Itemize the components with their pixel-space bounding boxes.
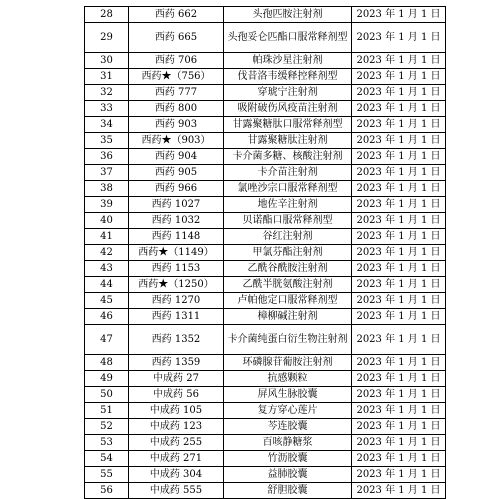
row-number-cell: 37 [85, 165, 129, 181]
table-row [85, 403, 446, 419]
effective-date-cell: 2023 年 1 月 1 日 [352, 245, 446, 261]
drug-name-cell: 卡介菌纯蛋白衍生物注射剂 [224, 325, 352, 355]
drug-name-cell: 竹沥胶囊 [224, 451, 352, 467]
drug-name-cell: 甲氯芬酯注射剂 [224, 245, 352, 261]
drug-name-cell: 抗感颗粒 [224, 371, 352, 387]
drug-code-cell: 西药 905 [129, 165, 224, 181]
drug-name-cell: 吸附破伤风疫苗注射剂 [224, 101, 352, 117]
drug-name-cell: 乙酰谷酰胺注射剂 [224, 261, 352, 277]
effective-date-cell: 2023 年 1 月 1 日 [352, 23, 446, 53]
row-number-cell: 28 [85, 7, 129, 23]
row-number-cell: 29 [85, 23, 129, 53]
row-number-cell: 55 [85, 467, 129, 483]
row-number-cell: 41 [85, 229, 129, 245]
drug-code-cell: 中成药 304 [129, 467, 224, 483]
drug-name-cell: 樟柳碱注射剂 [224, 309, 352, 325]
drug-list-table [84, 6, 446, 499]
drug-code-cell: 西药 1153 [129, 261, 224, 277]
effective-date-cell: 2023 年 1 月 1 日 [352, 309, 446, 325]
table-row [85, 309, 446, 325]
drug-code-cell: 西药 1270 [129, 293, 224, 309]
effective-date-cell: 2023 年 1 月 1 日 [352, 419, 446, 435]
effective-date-cell: 2023 年 1 月 1 日 [352, 53, 446, 69]
drug-code-cell: 中成药 123 [129, 419, 224, 435]
drug-name-cell: 卢帕他定口服常释剂型 [224, 293, 352, 309]
row-number-cell: 34 [85, 117, 129, 133]
table-row [85, 7, 446, 23]
table-row [85, 181, 446, 197]
drug-code-cell: 西药 966 [129, 181, 224, 197]
effective-date-cell: 2023 年 1 月 1 日 [352, 117, 446, 133]
row-number-cell: 30 [85, 53, 129, 69]
row-number-cell: 46 [85, 309, 129, 325]
drug-name-cell: 益肺胶囊 [224, 467, 352, 483]
table-row [85, 165, 446, 181]
effective-date-cell: 2023 年 1 月 1 日 [352, 403, 446, 419]
row-number-cell: 54 [85, 451, 129, 467]
drug-name-cell: 百咳静糖浆 [224, 435, 352, 451]
drug-code-cell: 西药 706 [129, 53, 224, 69]
drug-code-cell: 西药 1027 [129, 197, 224, 213]
effective-date-cell: 2023 年 1 月 1 日 [352, 229, 446, 245]
drug-name-cell: 头孢妥仑匹酯口服常释剂型 [224, 23, 352, 53]
drug-code-cell: 西药 1311 [129, 309, 224, 325]
effective-date-cell: 2023 年 1 月 1 日 [352, 133, 446, 149]
drug-code-cell: 西药 1148 [129, 229, 224, 245]
drug-name-cell: 卡介菌多糖、核酸注射剂 [224, 149, 352, 165]
drug-name-cell: 贝诺酯口服常释剂型 [224, 213, 352, 229]
effective-date-cell: 2023 年 1 月 1 日 [352, 181, 446, 197]
drug-code-cell: 西药★（903） [129, 133, 224, 149]
table-row [85, 213, 446, 229]
table-row [85, 261, 446, 277]
effective-date-cell: 2023 年 1 月 1 日 [352, 165, 446, 181]
drug-name-cell: 帕珠沙星注射剂 [224, 53, 352, 69]
row-number-cell: 39 [85, 197, 129, 213]
table-row [85, 387, 446, 403]
drug-name-cell: 环磷腺苷葡胺注射剂 [224, 355, 352, 371]
drug-name-cell: 乙酰半胱氨酸注射剂 [224, 277, 352, 293]
effective-date-cell: 2023 年 1 月 1 日 [352, 355, 446, 371]
drug-name-cell: 头孢匹胺注射剂 [224, 7, 352, 23]
row-number-cell: 56 [85, 483, 129, 499]
table-row [85, 85, 446, 101]
row-number-cell: 49 [85, 371, 129, 387]
effective-date-cell: 2023 年 1 月 1 日 [352, 387, 446, 403]
effective-date-cell: 2023 年 1 月 1 日 [352, 261, 446, 277]
row-number-cell: 51 [85, 403, 129, 419]
table-row [85, 435, 446, 451]
table-row [85, 69, 446, 85]
effective-date-cell: 2023 年 1 月 1 日 [352, 7, 446, 23]
table-row [85, 451, 446, 467]
drug-name-cell: 卡介苗注射剂 [224, 165, 352, 181]
drug-code-cell: 中成药 555 [129, 483, 224, 499]
table-row [85, 419, 446, 435]
row-number-cell: 44 [85, 277, 129, 293]
drug-code-cell: 西药 1359 [129, 355, 224, 371]
row-number-cell: 38 [85, 181, 129, 197]
table-row [85, 149, 446, 165]
drug-name-cell: 屏风生脉胶囊 [224, 387, 352, 403]
drug-code-cell: 中成药 271 [129, 451, 224, 467]
drug-code-cell: 西药★（1149） [129, 245, 224, 261]
effective-date-cell: 2023 年 1 月 1 日 [352, 101, 446, 117]
effective-date-cell: 2023 年 1 月 1 日 [352, 69, 446, 85]
table-row [85, 53, 446, 69]
row-number-cell: 50 [85, 387, 129, 403]
drug-code-cell: 中成药 27 [129, 371, 224, 387]
effective-date-cell: 2023 年 1 月 1 日 [352, 293, 446, 309]
table-row [85, 117, 446, 133]
drug-name-cell: 甘露聚糖肽口服常释剂型 [224, 117, 352, 133]
effective-date-cell: 2023 年 1 月 1 日 [352, 197, 446, 213]
table-row [85, 245, 446, 261]
row-number-cell: 32 [85, 85, 129, 101]
table-row [85, 277, 446, 293]
drug-code-cell: 西药★（756） [129, 69, 224, 85]
drug-name-cell: 舒胆胶囊 [224, 483, 352, 499]
drug-code-cell: 中成药 105 [129, 403, 224, 419]
row-number-cell: 36 [85, 149, 129, 165]
table-row [85, 325, 446, 355]
row-number-cell: 42 [85, 245, 129, 261]
drug-name-cell: 甘露聚糖肽注射剂 [224, 133, 352, 149]
drug-code-cell: 西药 1352 [129, 325, 224, 355]
row-number-cell: 35 [85, 133, 129, 149]
drug-code-cell: 西药★（1250） [129, 277, 224, 293]
row-number-cell: 33 [85, 101, 129, 117]
table-row [85, 229, 446, 245]
drug-name-cell: 芩连胶囊 [224, 419, 352, 435]
row-number-cell: 53 [85, 435, 129, 451]
drug-code-cell: 西药 662 [129, 7, 224, 23]
table-row [85, 467, 446, 483]
row-number-cell: 31 [85, 69, 129, 85]
table-row [85, 355, 446, 371]
table-row [85, 101, 446, 117]
effective-date-cell: 2023 年 1 月 1 日 [352, 435, 446, 451]
row-number-cell: 52 [85, 419, 129, 435]
table-row [85, 371, 446, 387]
effective-date-cell: 2023 年 1 月 1 日 [352, 483, 446, 499]
drug-name-cell: 伐昔洛韦缓释控释剂型 [224, 69, 352, 85]
row-number-cell: 47 [85, 325, 129, 355]
drug-name-cell: 谷红注射剂 [224, 229, 352, 245]
effective-date-cell: 2023 年 1 月 1 日 [352, 277, 446, 293]
row-number-cell: 48 [85, 355, 129, 371]
effective-date-cell: 2023 年 1 月 1 日 [352, 371, 446, 387]
table-row [85, 197, 446, 213]
drug-code-cell: 西药 800 [129, 101, 224, 117]
row-number-cell: 45 [85, 293, 129, 309]
table-row [85, 23, 446, 53]
effective-date-cell: 2023 年 1 月 1 日 [352, 213, 446, 229]
drug-code-cell: 西药 777 [129, 85, 224, 101]
effective-date-cell: 2023 年 1 月 1 日 [352, 451, 446, 467]
drug-code-cell: 中成药 56 [129, 387, 224, 403]
table-row [85, 293, 446, 309]
drug-code-cell: 中成药 255 [129, 435, 224, 451]
drug-name-cell: 地佐辛注射剂 [224, 197, 352, 213]
effective-date-cell: 2023 年 1 月 1 日 [352, 325, 446, 355]
effective-date-cell: 2023 年 1 月 1 日 [352, 85, 446, 101]
effective-date-cell: 2023 年 1 月 1 日 [352, 467, 446, 483]
drug-name-cell: 复方穿心莲片 [224, 403, 352, 419]
drug-code-cell: 西药 904 [129, 149, 224, 165]
table-row [85, 133, 446, 149]
drug-code-cell: 西药 903 [129, 117, 224, 133]
drug-name-cell: 穿琥宁注射剂 [224, 85, 352, 101]
table-body [85, 7, 446, 499]
row-number-cell: 43 [85, 261, 129, 277]
effective-date-cell: 2023 年 1 月 1 日 [352, 149, 446, 165]
table-row [85, 483, 446, 499]
drug-name-cell: 氯唑沙宗口服常释剂型 [224, 181, 352, 197]
drug-code-cell: 西药 665 [129, 23, 224, 53]
drug-code-cell: 西药 1032 [129, 213, 224, 229]
row-number-cell: 40 [85, 213, 129, 229]
